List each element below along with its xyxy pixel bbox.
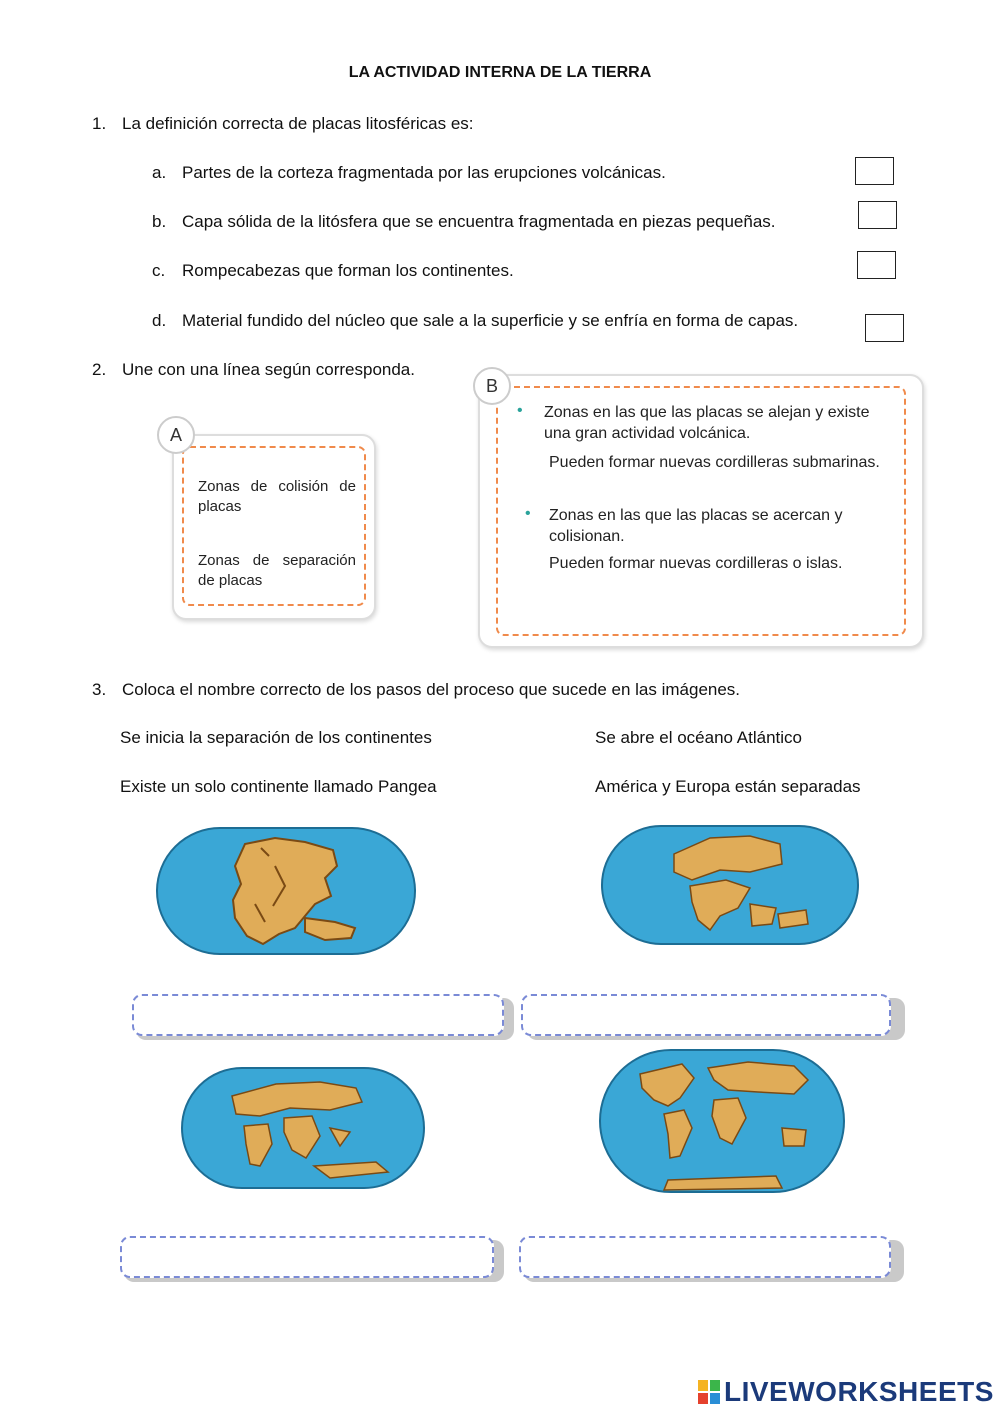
q1-option-a-checkbox[interactable] bbox=[855, 157, 894, 185]
q3-number: 3. bbox=[92, 680, 107, 699]
q1-option-b-text: Capa sólida de la litósfera que se encuentra fragmentada en piezas pequeñas. bbox=[182, 212, 776, 231]
box-a-item-separation[interactable]: Zonas de separación de placas bbox=[198, 552, 356, 589]
q1-option-a-text: Partes de la corteza fragmentada por las erupciones volcánicas. bbox=[182, 163, 666, 182]
q1-option-d-checkbox[interactable] bbox=[865, 314, 904, 342]
q1-option-d-letter: d. bbox=[152, 311, 167, 330]
q3-option-1: Se inicia la separación de los continentes bbox=[120, 728, 432, 747]
box-b-item-separation-detail: Pueden formar nuevas cordilleras submarinas. bbox=[549, 454, 880, 471]
map-separation-begins bbox=[600, 824, 860, 946]
q1-option-c-checkbox[interactable] bbox=[857, 251, 896, 279]
q3-option-3: Existe un solo continente llamado Pangea bbox=[120, 777, 437, 796]
liveworksheets-logo-icon bbox=[698, 1380, 720, 1404]
q1-number: 1. bbox=[92, 114, 107, 133]
box-b-bullet-2: • bbox=[525, 505, 531, 522]
q1-text: La definición correcta de placas litosféricas es: bbox=[122, 114, 474, 133]
box-b-item-collision-detail: Pueden formar nuevas cordilleras o islas. bbox=[549, 555, 843, 572]
q1-option-b-letter: b. bbox=[152, 212, 167, 231]
q3-option-2: Se abre el océano Atlántico bbox=[595, 728, 802, 747]
q1-option-c-letter: c. bbox=[152, 261, 166, 280]
answer-input-2[interactable] bbox=[521, 994, 891, 1036]
box-b-bullet-1: • bbox=[517, 402, 523, 419]
page-title: LA ACTIVIDAD INTERNA DE LA TIERRA bbox=[348, 64, 652, 81]
q1-option-a-letter: a. bbox=[152, 163, 167, 182]
q2-number: 2. bbox=[92, 360, 107, 379]
q1-option-b-checkbox[interactable] bbox=[858, 201, 897, 229]
q2-text: Une con una línea según corresponda. bbox=[122, 360, 415, 379]
box-a-label: A bbox=[157, 416, 195, 454]
box-b-label: B bbox=[473, 367, 511, 405]
box-b-item-collision[interactable]: Zonas en las que las placas se acercan y colisionan. bbox=[549, 507, 843, 545]
answer-input-3[interactable] bbox=[120, 1236, 494, 1278]
answer-input-1[interactable] bbox=[132, 994, 504, 1036]
q1-option-d-text: Material fundido del núcleo que sale a la superficie y se enfría en forma de capas. bbox=[182, 311, 799, 330]
box-a-item-collision[interactable]: Zonas de colisión de placas bbox=[198, 478, 356, 515]
box-b-item-separation[interactable]: Zonas en las que las placas se alejan y existe una gran actividad volcánica. bbox=[544, 404, 870, 442]
q1-option-c-text: Rompecabezas que forman los continentes. bbox=[182, 261, 514, 280]
map-continents-separated bbox=[598, 1048, 846, 1194]
answer-input-4[interactable] bbox=[519, 1236, 891, 1278]
map-atlantic-opens bbox=[180, 1066, 426, 1190]
box-a bbox=[172, 434, 376, 620]
q3-text: Coloca el nombre correcto de los pasos del proceso que sucede en las imágenes. bbox=[122, 680, 741, 699]
map-pangea bbox=[155, 826, 417, 956]
liveworksheets-logo[interactable]: LIVEWORKSHEETS bbox=[724, 1376, 994, 1407]
q3-option-4: América y Europa están separadas bbox=[595, 777, 861, 796]
